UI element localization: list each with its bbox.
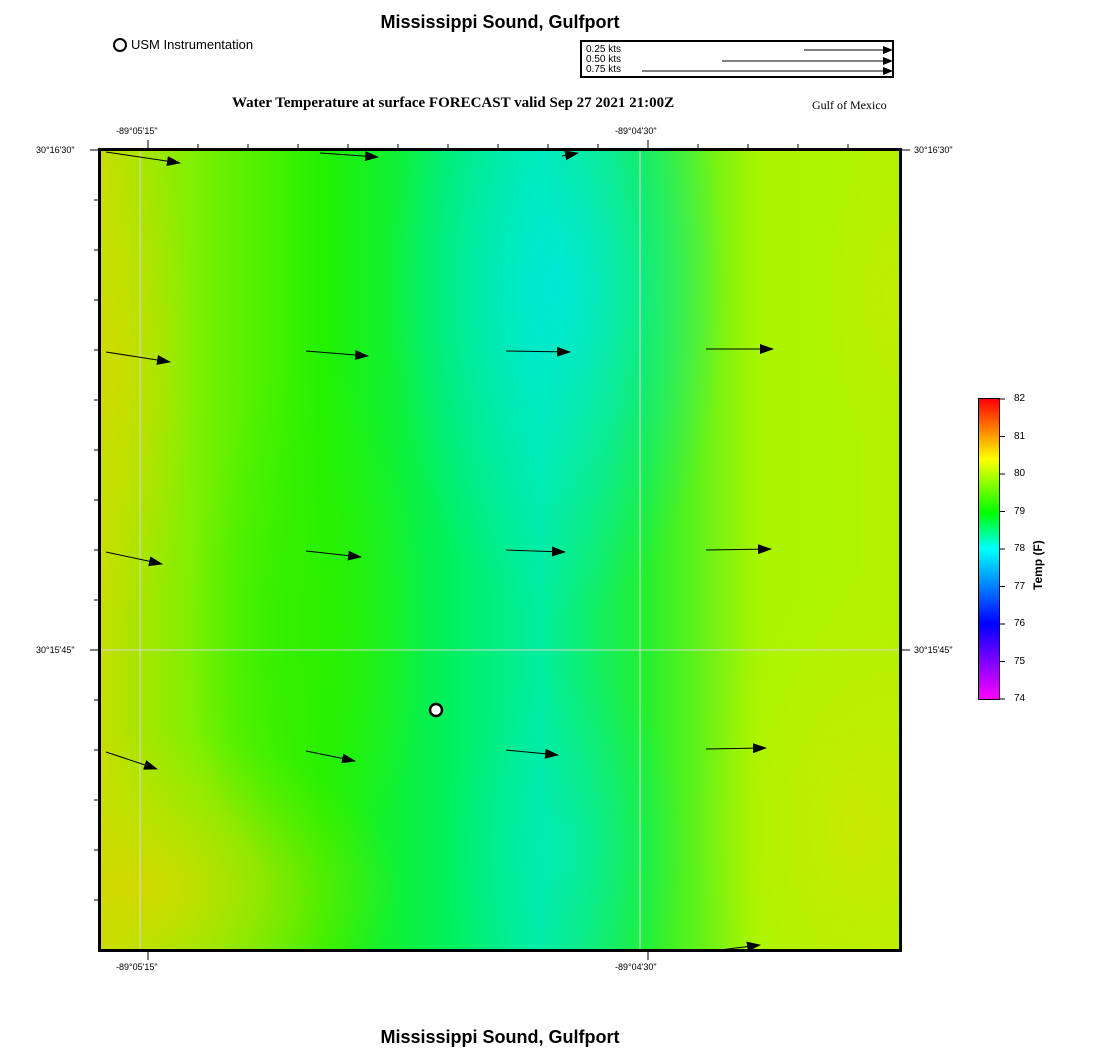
colorbar-tick-81: 81 (1014, 431, 1026, 442)
lon-tick-top-2: -89°04'30" (615, 126, 657, 136)
station-legend-label: USM Instrumentation (131, 37, 254, 52)
colorbar-tick-78: 78 (1014, 543, 1026, 554)
colorbar-tick-77: 77 (1014, 581, 1026, 592)
lon-tick-bottom-2: -89°04'30" (615, 962, 657, 972)
lat-tick-right-1: 30°16'30" (914, 145, 953, 155)
colorbar-tick-75: 75 (1014, 656, 1026, 667)
scale-label-025: 0.25 kts (586, 44, 622, 55)
region-label: Gulf of Mexico (812, 98, 887, 112)
scale-label-075: 0.75 kts (586, 64, 622, 75)
colorbar-tick-79: 79 (1014, 506, 1026, 517)
lat-tick-left-1: 30°16'30" (36, 145, 75, 155)
colorbar-ticks (1000, 398, 1010, 702)
colorbar-tick-74: 74 (1014, 693, 1026, 704)
map-subtitle: Water Temperature at surface FORECAST valid Sep 27 2021 21:00Z (232, 95, 675, 111)
lon-tick-bottom-1: -89°05'15" (116, 962, 158, 972)
scale-arrows (582, 42, 892, 78)
station-legend (113, 37, 253, 52)
colorbar-tick-80: 80 (1014, 468, 1026, 479)
station-legend-icon (113, 38, 127, 52)
lat-tick-left-2: 30°15'45" (36, 645, 75, 655)
colorbar-title: Temp (F) (1031, 540, 1045, 590)
current-scale-legend (580, 40, 894, 78)
map-title: Mississippi Sound, Gulfport (380, 12, 620, 32)
colorbar-tick-76: 76 (1014, 618, 1026, 629)
frame-ticks (90, 140, 910, 960)
footer-title: Mississippi Sound, Gulfport (380, 1027, 620, 1047)
scale-label-050: 0.50 kts (586, 54, 622, 65)
lon-tick-top-1: -89°05'15" (116, 126, 158, 136)
temperature-colorbar (978, 398, 1000, 700)
lat-tick-right-2: 30°15'45" (914, 645, 953, 655)
colorbar-tick-82: 82 (1014, 393, 1026, 404)
